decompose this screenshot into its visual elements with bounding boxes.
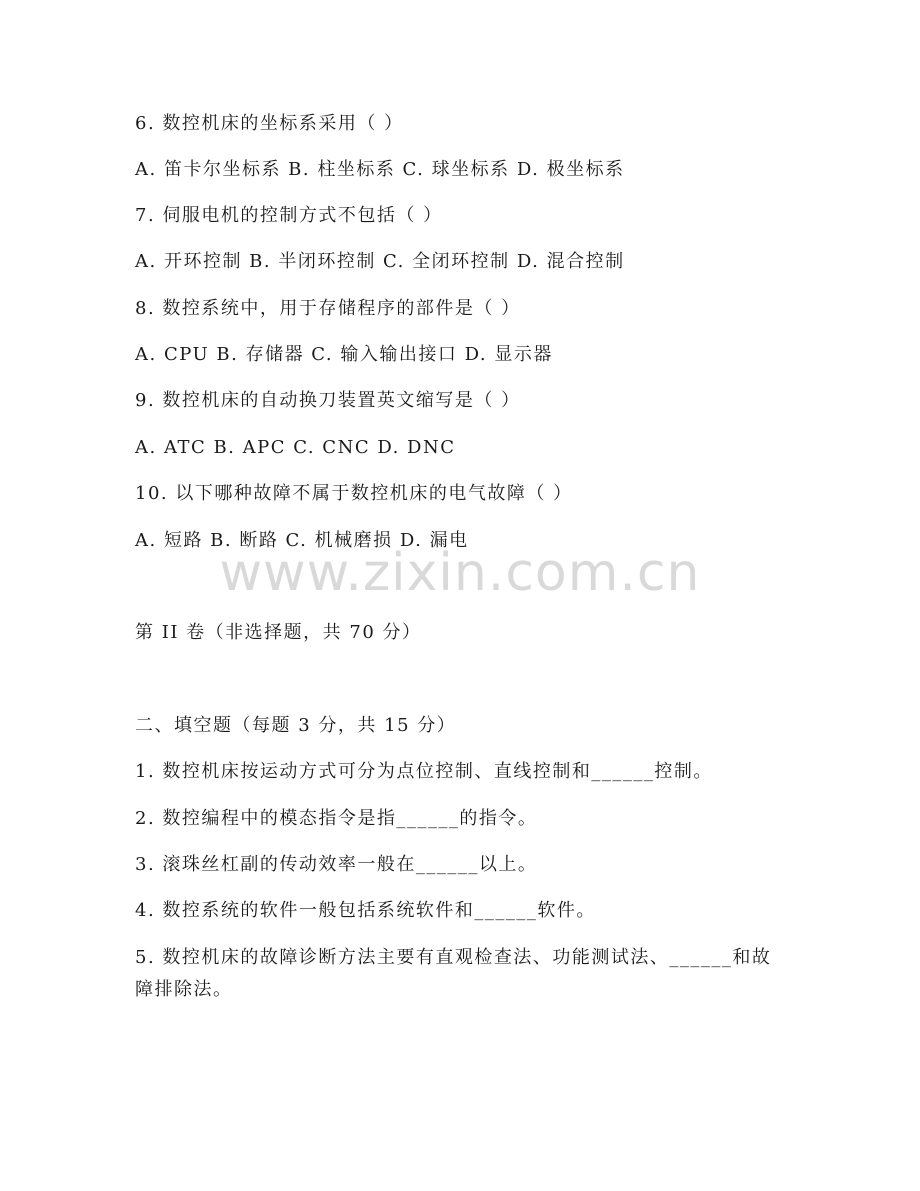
question-6: 6. 数控机床的坐标系采用（ ） — [135, 113, 404, 134]
question-7: 7. 伺服电机的控制方式不包括（ ） — [135, 205, 443, 226]
watermark: www.zixin.com.cn — [219, 543, 701, 603]
question-7-options: A. 开环控制 B. 半闭环控制 C. 全闭环控制 D. 混合控制 — [135, 251, 625, 272]
question-9-options: A. ATC B. APC C. CNC D. DNC — [135, 437, 456, 458]
fill-question-3: 3. 滚珠丝杠副的传动效率一般在______以上。 — [135, 854, 538, 875]
question-9: 9. 数控机床的自动换刀装置英文缩写是（ ） — [135, 390, 521, 411]
fill-question-1: 1. 数控机床按运动方式可分为点位控制、直线控制和______控制。 — [135, 761, 713, 782]
fill-question-5: 5. 数控机床的故障诊断方法主要有直观检查法、功能测试法、______和故障排除法。 — [135, 947, 772, 1000]
fill-question-4: 4. 数控系统的软件一般包括系统软件和______软件。 — [135, 900, 596, 921]
question-6-options: A. 笛卡尔坐标系 B. 柱坐标系 C. 球坐标系 D. 极坐标系 — [135, 159, 625, 180]
fill-question-2: 2. 数控编程中的模态指令是指______的指令。 — [135, 808, 538, 829]
question-8-options: A. CPU B. 存储器 C. 输入输出接口 D. 显示器 — [135, 344, 553, 365]
question-10-options: A. 短路 B. 断路 C. 机械磨损 D. 漏电 — [135, 530, 469, 551]
section-heading-part-2: 第 II 卷（非选择题，共 70 分） — [135, 622, 422, 643]
section-heading-fill-blank: 二、填空题（每题 3 分，共 15 分） — [135, 715, 457, 736]
question-10: 10. 以下哪种故障不属于数控机床的电气故障（ ） — [135, 483, 573, 504]
question-8: 8. 数控系统中，用于存储程序的部件是（ ） — [135, 298, 521, 319]
